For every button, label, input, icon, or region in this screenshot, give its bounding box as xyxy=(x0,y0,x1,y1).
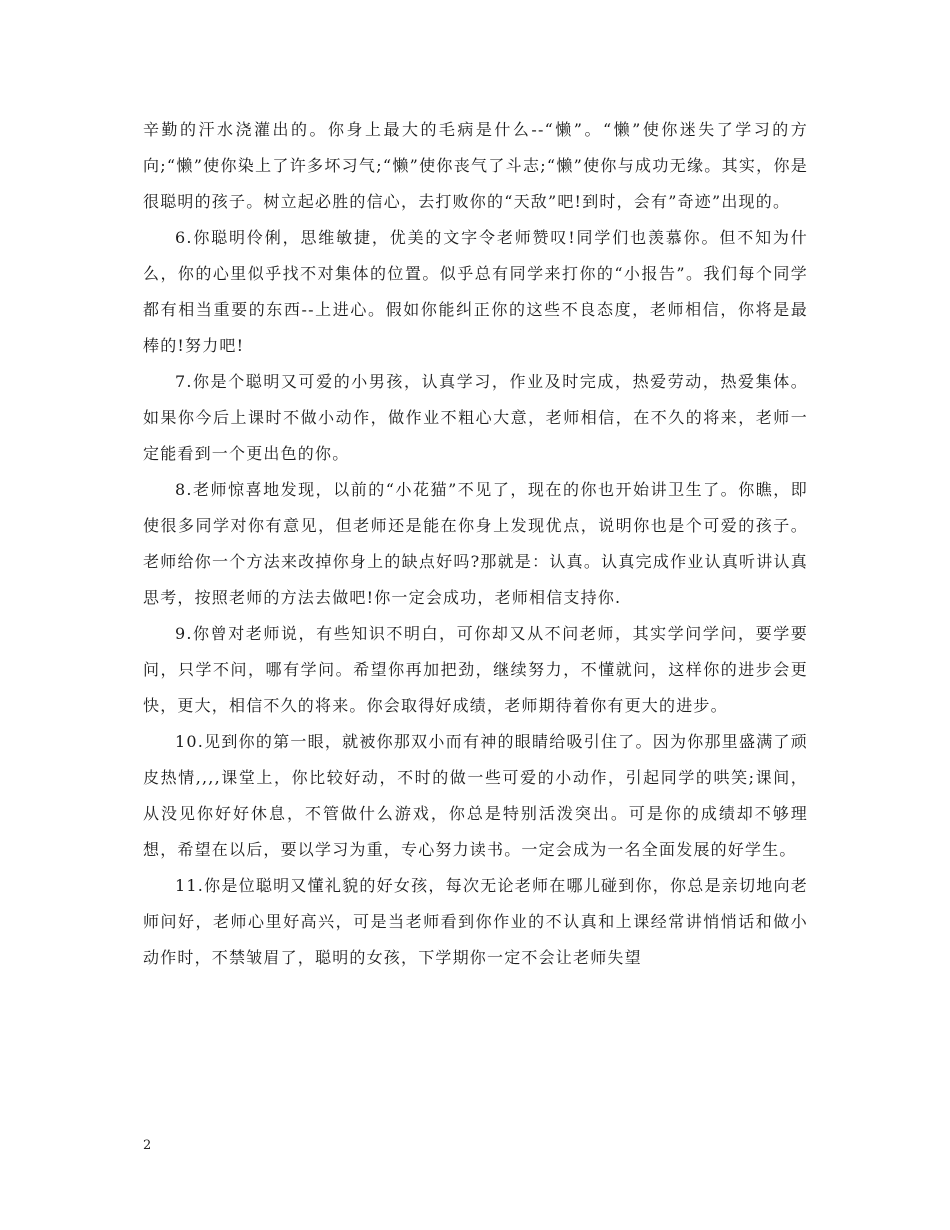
document-body xyxy=(143,112,808,976)
paragraph-6: 6.你聪明伶俐，思维敏捷，优美的文字令老师赞叹!同学们也羡慕你。但不知为什么，你的心里似乎找不对集体的位置。似乎总有同学来打你的“小报告”。我们每个同学都有相当重要的东西--上进心。假如你能纠正你的这些不良态度，老师相信，你将是最棒的!努力吧! xyxy=(143,228,808,355)
paragraph-10: 10.见到你的第一眼，就被你那双小而有神的眼睛给吸引住了。因为你那里盛满了顽皮热情,,,,课堂上，你比较好动，不时的做一些可爱的小动作，引起同学的哄笑;课间，从没见你好好休息，不管做什么游戏，你总是特别活泼突出。可是你的成绩却不够理想，希望在以后，要以学习为重，专心努力读书。一定会成为一名全面发展的好学生。 xyxy=(143,732,808,859)
paragraph-continuation: 辛勤的汗水浇灌出的。你身上最大的毛病是什么--“懒”。“懒”使你迷失了学习的方向;“懒”使你染上了许多坏习气;“懒”使你丧气了斗志;“懒”使你与成功无缘。其实，你是很聪明的孩子。树立起必胜的信心，去打败你的“天敌”吧!到时，会有”奇迹”出现的。 xyxy=(143,120,808,211)
paragraph-7: 7.你是个聪明又可爱的小男孩，认真学习，作业及时完成，热爱劳动，热爱集体。如果你今后上课时不做小动作，做作业不粗心大意，老师相信，在不久的将来，老师一定能看到一个更出色的你。 xyxy=(143,372,808,463)
paragraph-8: 8.老师惊喜地发现，以前的“小花猫”不见了，现在的你也开始讲卫生了。你瞧，即使很多同学对你有意见，但老师还是能在你身上发现优点，说明你也是个可爱的孩子。老师给你一个方法来改掉你身上的缺点好吗?那就是：认真。认真完成作业认真听讲认真思考，按照老师的方法去做吧!你一定会成功，老师相信支持你. xyxy=(143,480,808,607)
page-number: 2 xyxy=(143,1138,152,1153)
paragraph-9: 9.你曾对老师说，有些知识不明白，可你却又从不问老师，其实学问学问，要学要问，只学不问，哪有学问。希望你再加把劲，继续努力，不懂就问，这样你的进步会更快，更大，相信不久的将来。你会取得好成绩，老师期待着你有更大的进步。 xyxy=(143,624,808,715)
paragraph-11: 11.你是位聪明又懂礼貌的好女孩，每次无论老师在哪儿碰到你，你总是亲切地向老师问好，老师心里好高兴，可是当老师看到你作业的不认真和上课经常讲悄悄话和做小动作时，不禁皱眉了，聪明的女孩，下学期你一定不会让老师失望 xyxy=(143,876,808,967)
